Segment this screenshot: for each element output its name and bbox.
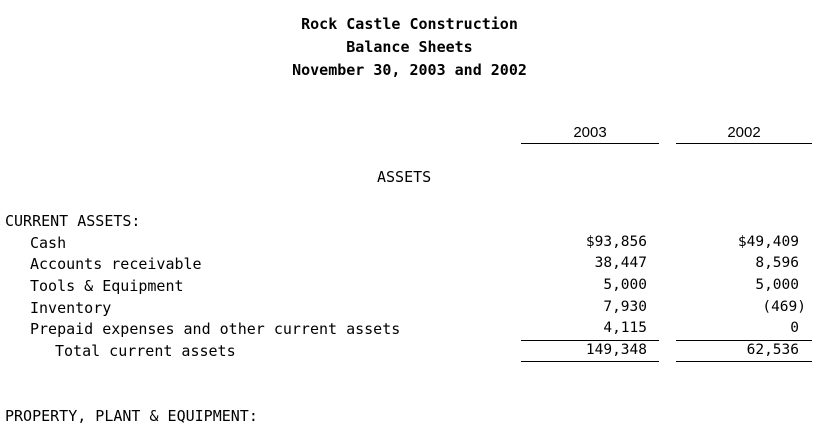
- prepaid-expenses-2003: 4,115: [603, 320, 647, 336]
- accounts-receivable-2002: 8,596: [755, 255, 799, 271]
- row-label-cash: Cash: [30, 234, 67, 252]
- prepaid-expenses-2002: 0: [790, 320, 799, 336]
- cutoff-next-row: [30, 430, 280, 435]
- row-label-prepaid-expenses: Prepaid expenses and other current assets: [30, 320, 401, 338]
- column-header-underline-2002: [676, 143, 812, 144]
- row-label-total-current-assets: Total current assets: [55, 342, 236, 360]
- subtotal-rule-2002: [676, 340, 812, 341]
- row-label-accounts-receivable: Accounts receivable: [30, 255, 202, 273]
- column-header-2003: 2003: [573, 124, 607, 141]
- tools-equipment-2002: 5,000: [755, 277, 799, 293]
- inventory-2002: (469): [762, 299, 806, 315]
- total-current-assets-2002: 62,536: [746, 342, 799, 358]
- row-label-tools-equipment: Tools & Equipment: [30, 277, 184, 295]
- column-header-underline-2003: [521, 143, 659, 144]
- row-label-inventory: Inventory: [30, 299, 112, 317]
- report-period: November 30, 2003 and 2002: [292, 61, 527, 79]
- total-current-assets-2003: 149,348: [585, 342, 647, 358]
- tools-equipment-2003: 5,000: [603, 277, 647, 293]
- accounts-receivable-2003: 38,447: [594, 255, 647, 271]
- cash-2003: $93,856: [585, 234, 647, 250]
- total-rule-2002: [676, 361, 812, 362]
- company-name: Rock Castle Construction: [301, 15, 518, 33]
- ppe-heading: PROPERTY, PLANT & EQUIPMENT:: [5, 407, 258, 425]
- inventory-2003: 7,930: [603, 299, 647, 315]
- column-header-2002: 2002: [727, 124, 761, 141]
- cash-2002: $49,409: [737, 234, 799, 250]
- section-heading-assets: ASSETS: [377, 168, 432, 186]
- subtotal-rule-2003: [521, 340, 659, 341]
- current-assets-heading: CURRENT ASSETS:: [5, 212, 141, 230]
- report-name: Balance Sheets: [346, 38, 473, 56]
- total-rule-2003: [521, 361, 659, 362]
